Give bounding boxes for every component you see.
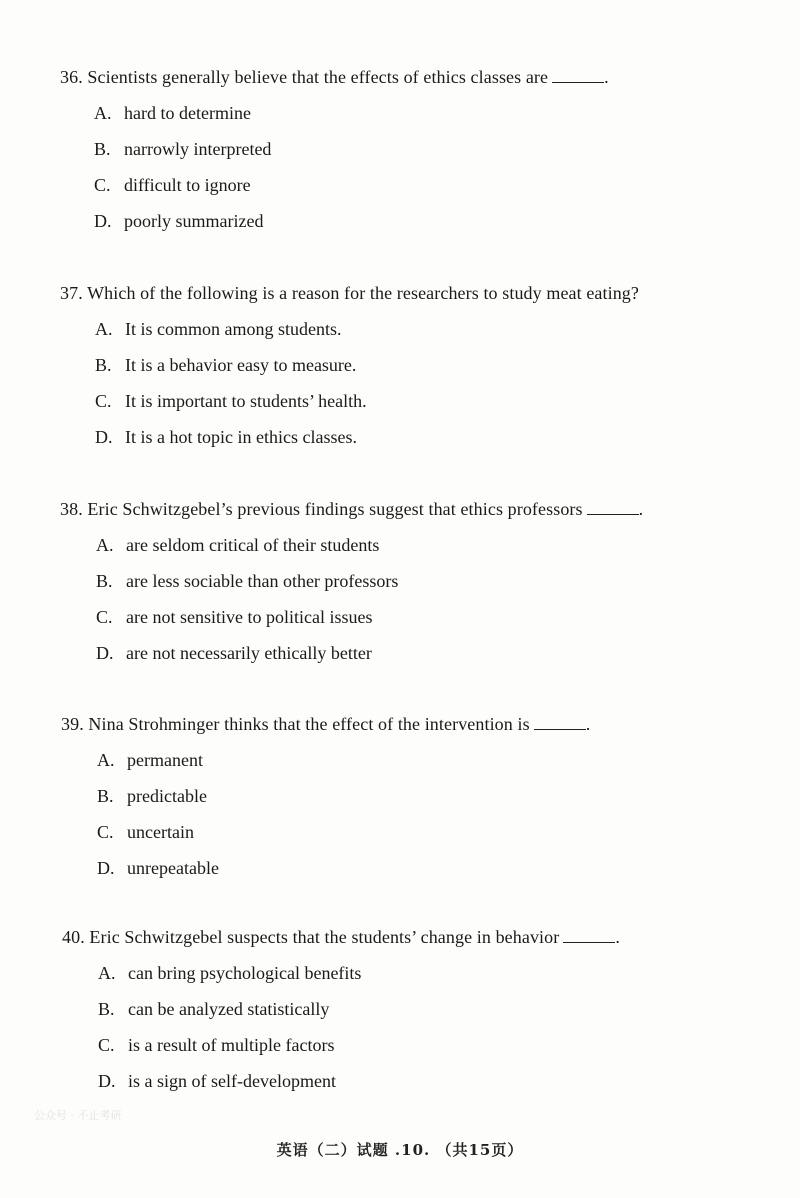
option-text: narrowly interpreted [124, 139, 272, 159]
option-b [94, 138, 271, 160]
page-footer [0, 1139, 800, 1160]
answer-blank [534, 715, 586, 730]
option-letter: B. [98, 999, 115, 1019]
question-number: 36. [60, 67, 83, 87]
footer-subject: 英语（二）试题 [276, 1141, 389, 1159]
option-letter: C. [95, 391, 112, 411]
option-text: unrepeatable [127, 858, 219, 878]
question-end: . [585, 714, 591, 734]
option-b [95, 354, 356, 376]
option-text: are not sensitive to political issues [126, 607, 373, 627]
option-d [97, 857, 219, 879]
option-text: It is important to students’ health. [125, 391, 367, 411]
option-letter: C. [98, 1035, 115, 1055]
option-text: It is common among students. [125, 319, 342, 339]
question-number: 37. [60, 283, 83, 303]
question-stem [62, 926, 620, 948]
footer-page-number: .10. [394, 1141, 431, 1159]
option-text: can bring psychological benefits [128, 963, 362, 983]
question-text: Scientists generally believe that the effects of ethics classes are [87, 67, 549, 87]
option-c [95, 390, 367, 412]
answer-blank [552, 68, 604, 83]
option-text: is a sign of self-development [128, 1071, 336, 1091]
option-letter: A. [94, 103, 112, 123]
option-text: poorly summarized [124, 211, 264, 231]
question-number: 40. [62, 927, 85, 947]
option-letter: A. [95, 319, 113, 339]
question-stem [61, 713, 590, 735]
option-text: can be analyzed statistically [128, 999, 330, 1019]
question-text: Eric Schwitzgebel’s previous findings suggest that ethics professors [87, 499, 583, 519]
answer-blank [587, 500, 639, 515]
answer-blank [563, 928, 615, 943]
option-a [97, 749, 203, 771]
question-stem [60, 498, 643, 520]
option-text: uncertain [127, 822, 194, 842]
option-letter: C. [97, 822, 114, 842]
option-a [96, 534, 379, 556]
question-number: 38. [60, 499, 83, 519]
option-letter: C. [96, 607, 113, 627]
option-letter: A. [97, 750, 115, 770]
question-stem [60, 66, 609, 88]
watermark: 公众号 · 不止考研 [34, 1109, 122, 1122]
question-end: . [604, 67, 609, 87]
option-text: is a result of multiple factors [128, 1035, 335, 1055]
question-number: 39. [61, 714, 84, 734]
footer-total-pages: （共15页） [436, 1141, 524, 1159]
option-letter: A. [96, 535, 114, 555]
option-b [98, 998, 329, 1020]
option-d [95, 426, 357, 448]
option-letter: B. [94, 139, 111, 159]
option-letter: D. [95, 427, 113, 447]
option-c [94, 174, 251, 196]
option-text: permanent [127, 750, 203, 770]
option-letter: B. [97, 786, 114, 806]
question-end: . [615, 927, 620, 947]
question-text: Eric Schwitzgebel suspects that the students’ change in behavior [89, 927, 560, 947]
option-text: It is a hot topic in ethics classes. [125, 427, 357, 447]
option-a [95, 318, 341, 340]
question-end: . [638, 499, 644, 519]
question-text: Nina Strohminger thinks that the effect of the intervention is [88, 714, 530, 734]
option-text: hard to determine [124, 103, 251, 123]
option-text: are less sociable than other professors [126, 571, 399, 591]
option-letter: D. [97, 858, 115, 878]
option-text: are seldom critical of their students [126, 535, 380, 555]
option-letter: D. [94, 211, 112, 231]
option-letter: C. [94, 175, 111, 195]
option-c [98, 1034, 334, 1056]
option-letter: A. [98, 963, 116, 983]
question-stem [60, 282, 639, 304]
option-c [96, 606, 372, 628]
option-a [94, 102, 251, 124]
option-c [97, 821, 194, 843]
option-letter: D. [98, 1071, 116, 1091]
option-letter: B. [95, 355, 112, 375]
option-letter: D. [96, 643, 114, 663]
question-text: Which of the following is a reason for the researchers to study meat eating? [87, 283, 639, 303]
option-b [97, 785, 207, 807]
option-d [96, 642, 372, 664]
option-text: are not necessarily ethically better [126, 643, 372, 663]
option-text: predictable [127, 786, 207, 806]
option-text: difficult to ignore [124, 175, 251, 195]
option-b [96, 570, 398, 592]
option-a [98, 962, 361, 984]
option-d [94, 210, 263, 232]
option-text: It is a behavior easy to measure. [125, 355, 357, 375]
option-letter: B. [96, 571, 113, 591]
option-d [98, 1070, 336, 1092]
